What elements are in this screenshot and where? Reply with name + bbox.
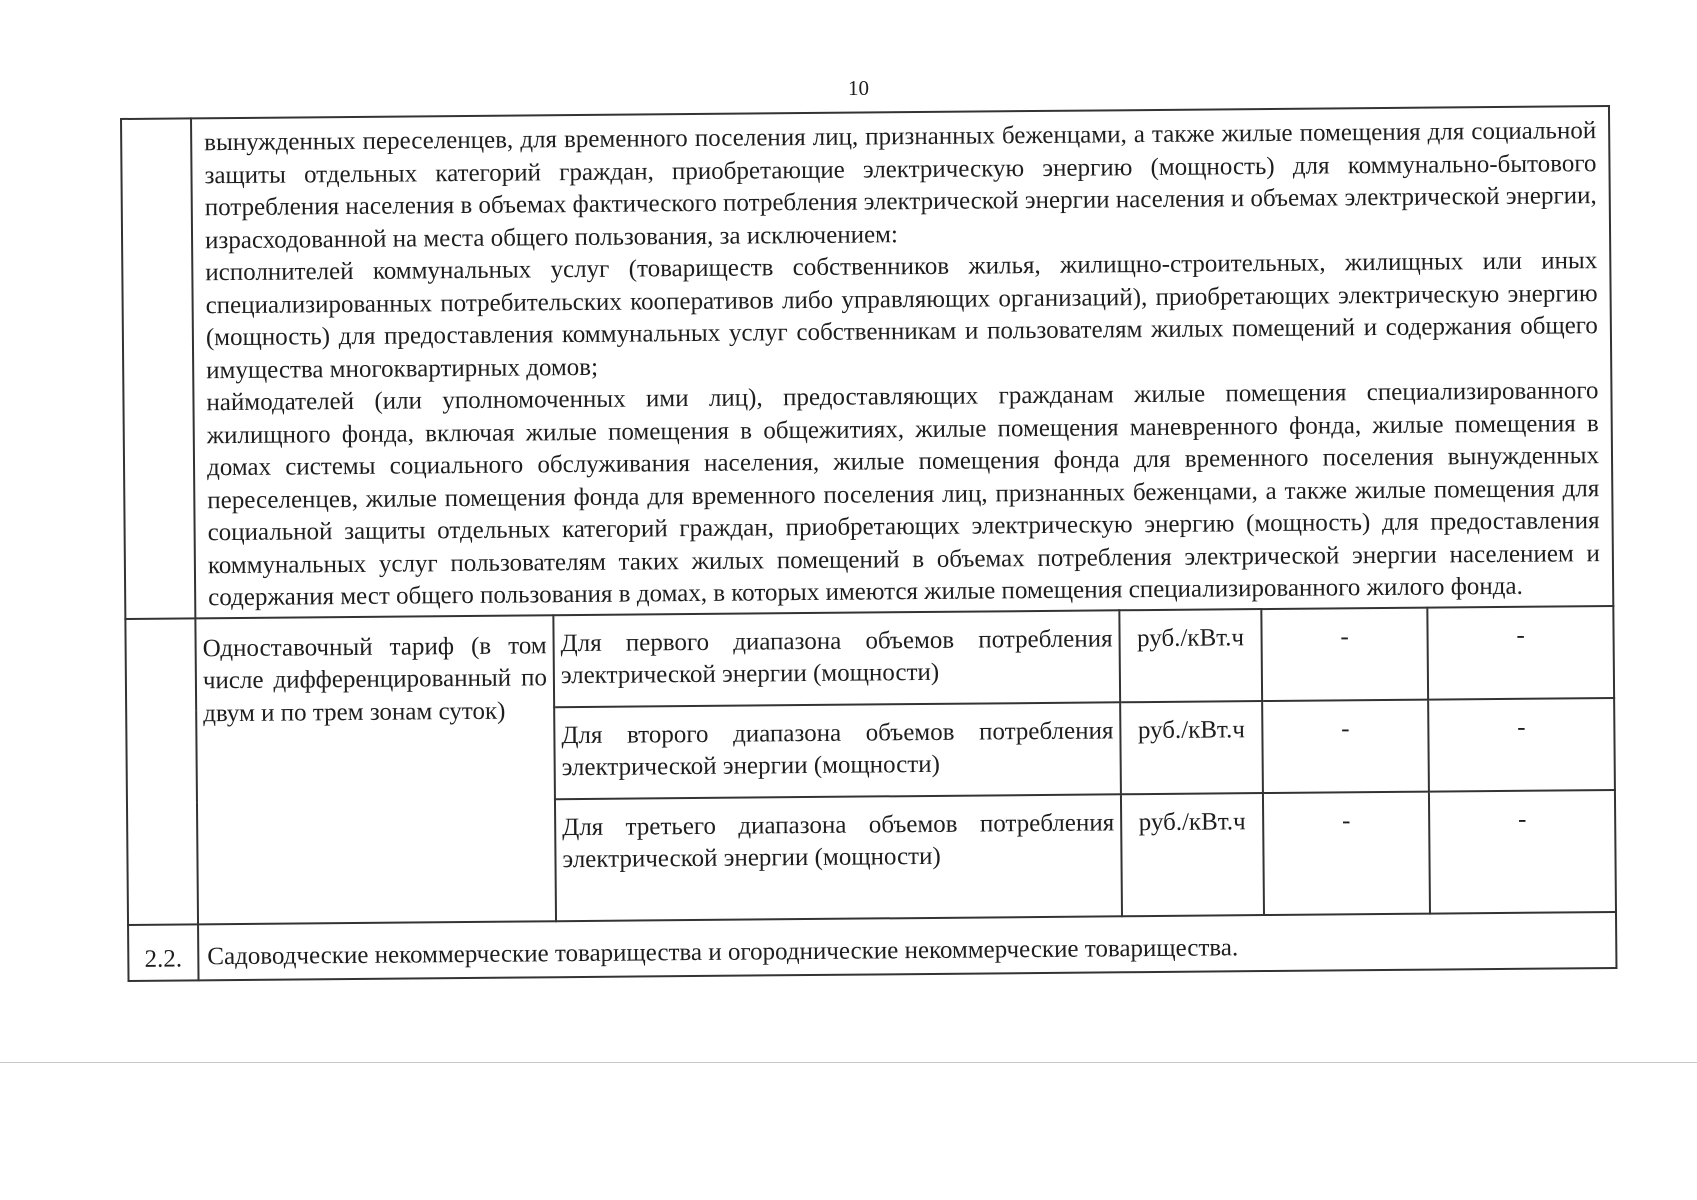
paragraph-landlords: наймодателей (или уполномоченных ими лиц), предоставляющих гражданам жилые помещения специализированного жилищного фонда, включая жилые помещения в общежитиях, жилые помещения маневренного фонда, жилые помещения в домах системы социального обслуживания населения, жилые помещения фонда для временного поселения вынужденных переселенцев, жилые помещения фонда для временного поселения лиц, признанных беженцами, а также жилые помещения для социальной защиты отдельных категорий граждан, приобретающих электрическую энергию (мощность) для предоставления коммунальных услуг пользователям таких жилых помещений в объемах потребления электрической энергии населением и содержания мест общего пользования в домах, в которых имеются жилые помещения специализированного жилого фонда. <box>206 377 1600 612</box>
scan-edge-rule <box>0 1062 1697 1063</box>
page-number: 10 <box>848 76 869 100</box>
unit-cell: руб./кВт.ч <box>1120 701 1263 794</box>
unit-cell: руб./кВт.ч <box>1119 609 1262 702</box>
range-label-cell <box>555 794 1122 921</box>
range-label: Для второго диапазона объемов потребления электрической энергии (мощности) <box>561 716 1114 782</box>
continuation-row <box>121 106 1613 618</box>
empty-number-cell <box>125 618 198 925</box>
range-label-cell <box>554 702 1121 799</box>
range-label: Для первого диапазона объемов потребления электрической энергии (мощности) <box>560 624 1113 690</box>
value-cell-2: - <box>1429 789 1616 913</box>
range-label-cell <box>553 610 1120 707</box>
tariff-row-1 <box>125 605 1614 710</box>
value-cell-1: - <box>1261 607 1428 700</box>
section-title: Садоводческие некоммерческие товарищества и огороднические некоммерческие товарищества. <box>198 911 1616 980</box>
value-cell-1: - <box>1262 699 1429 792</box>
value-cell-2: - <box>1427 605 1614 699</box>
section-row <box>128 911 1616 980</box>
tariff-label-cell <box>195 615 556 924</box>
consumer-description-cell <box>191 106 1613 618</box>
section-number: 2.2. <box>128 924 198 981</box>
empty-number-cell <box>121 118 195 618</box>
paragraph-continuation-1: вынужденных переселенцев, для временного поселения лиц, признанных беженцами, а также жилые помещения для социальной защиты отдельных категорий граждан, приобретающие электрическую энергию (мощность) для коммунально-бытового потребления населения в объемах фактического потребления электрической энергии населения и объемах электрической энергии, израсходованной на места общего пользования, за исключением: <box>204 117 1597 254</box>
range-label: Для третьего диапазона объемов потребления электрической энергии (мощности) <box>562 808 1115 874</box>
tariff-label: Одноставочный тариф (в том числе дифференцированный по двум и по трем зонам суток) <box>202 631 548 727</box>
value-cell-2: - <box>1428 697 1615 791</box>
paragraph-utility-providers: исполнителей коммунальных услуг (товариществ собственников жилья, жилищно-строительных, жилищных или иных специализированных потребительских кооперативов либо управляющих организаций), приобретающих электрическую энергию (мощность) для предоставления коммунальных услуг собственникам и пользователям жилых помещений и содержания общего имущества многоквартирных домов; <box>205 247 1598 384</box>
value-cell-1: - <box>1263 791 1430 914</box>
unit-cell: руб./кВт.ч <box>1121 793 1264 916</box>
tariff-table <box>120 105 1617 982</box>
